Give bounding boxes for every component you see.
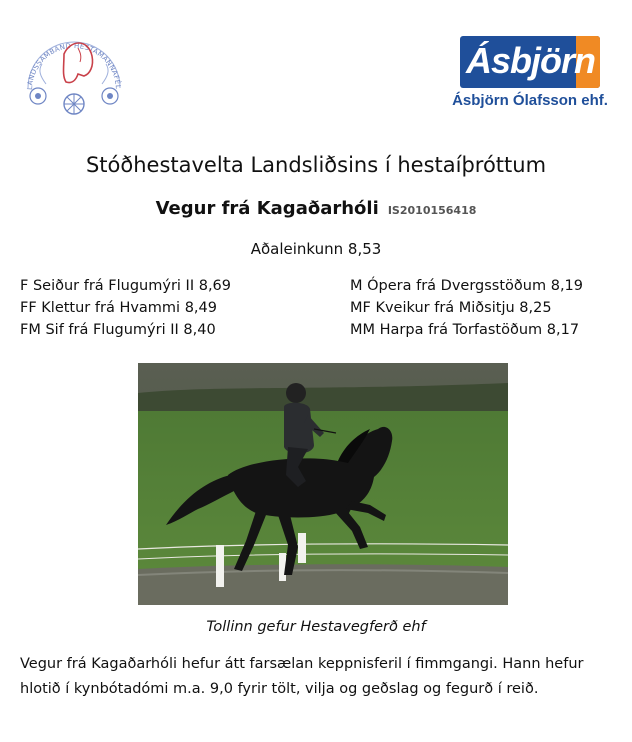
horse-name: Vegur frá Kagaðarhóli — [155, 198, 379, 219]
sponsor-logo-wordmark: Ásbjörn — [466, 40, 596, 81]
pedigree-line: F Seiður frá Flugumýri II 8,69 — [20, 278, 232, 294]
pedigree-line: FM Sif frá Flugumýri II 8,40 — [20, 322, 216, 338]
horse-heading — [0, 198, 632, 219]
pedigree-sire-side — [20, 275, 231, 341]
federation-seal-logo — [18, 26, 130, 122]
pedigree-line: FF Klettur frá Hvammi 8,49 — [20, 300, 217, 316]
total-score: Aðaleinkunn 8,53 — [250, 240, 382, 258]
pedigree-line: MM Harpa frá Torfastöðum 8,17 — [350, 322, 580, 338]
pedigree-line: MF Kveikur frá Miðsitju 8,25 — [350, 300, 552, 316]
photo-caption: Tollinn gefur Hestavegferð ehf — [206, 619, 426, 635]
seal-text: LANDSSAMBAND HESTAMANNAFÉL — [25, 41, 123, 91]
pedigree-dam-side — [350, 275, 583, 341]
pedigree-line: M Ópera frá Dvergsstöðum 8,19 — [350, 278, 583, 294]
horse-id: IS2010156418 — [387, 204, 477, 217]
sponsor-company-name: Ásbjörn Ólafsson ehf. — [452, 92, 608, 109]
sponsor-logo-box — [460, 36, 600, 88]
horse-photo — [138, 363, 508, 605]
sponsor-logo — [444, 36, 616, 118]
svg-text:LANDSSAMBAND HESTAMANNAFÉLAGA — [18, 26, 123, 90]
page-title: Stóðhestavelta Landsliðsins í hestaíþróttum — [85, 153, 547, 177]
horse-description: Vegur frá Kagaðarhóli hefur átt farsælan keppnisferil í fimmgangi. Hann hefur hlotið í kynbótadómi m.a. 9,0 fyrir tölt, vilja og geðslag og fegurð í reið. — [20, 656, 584, 697]
